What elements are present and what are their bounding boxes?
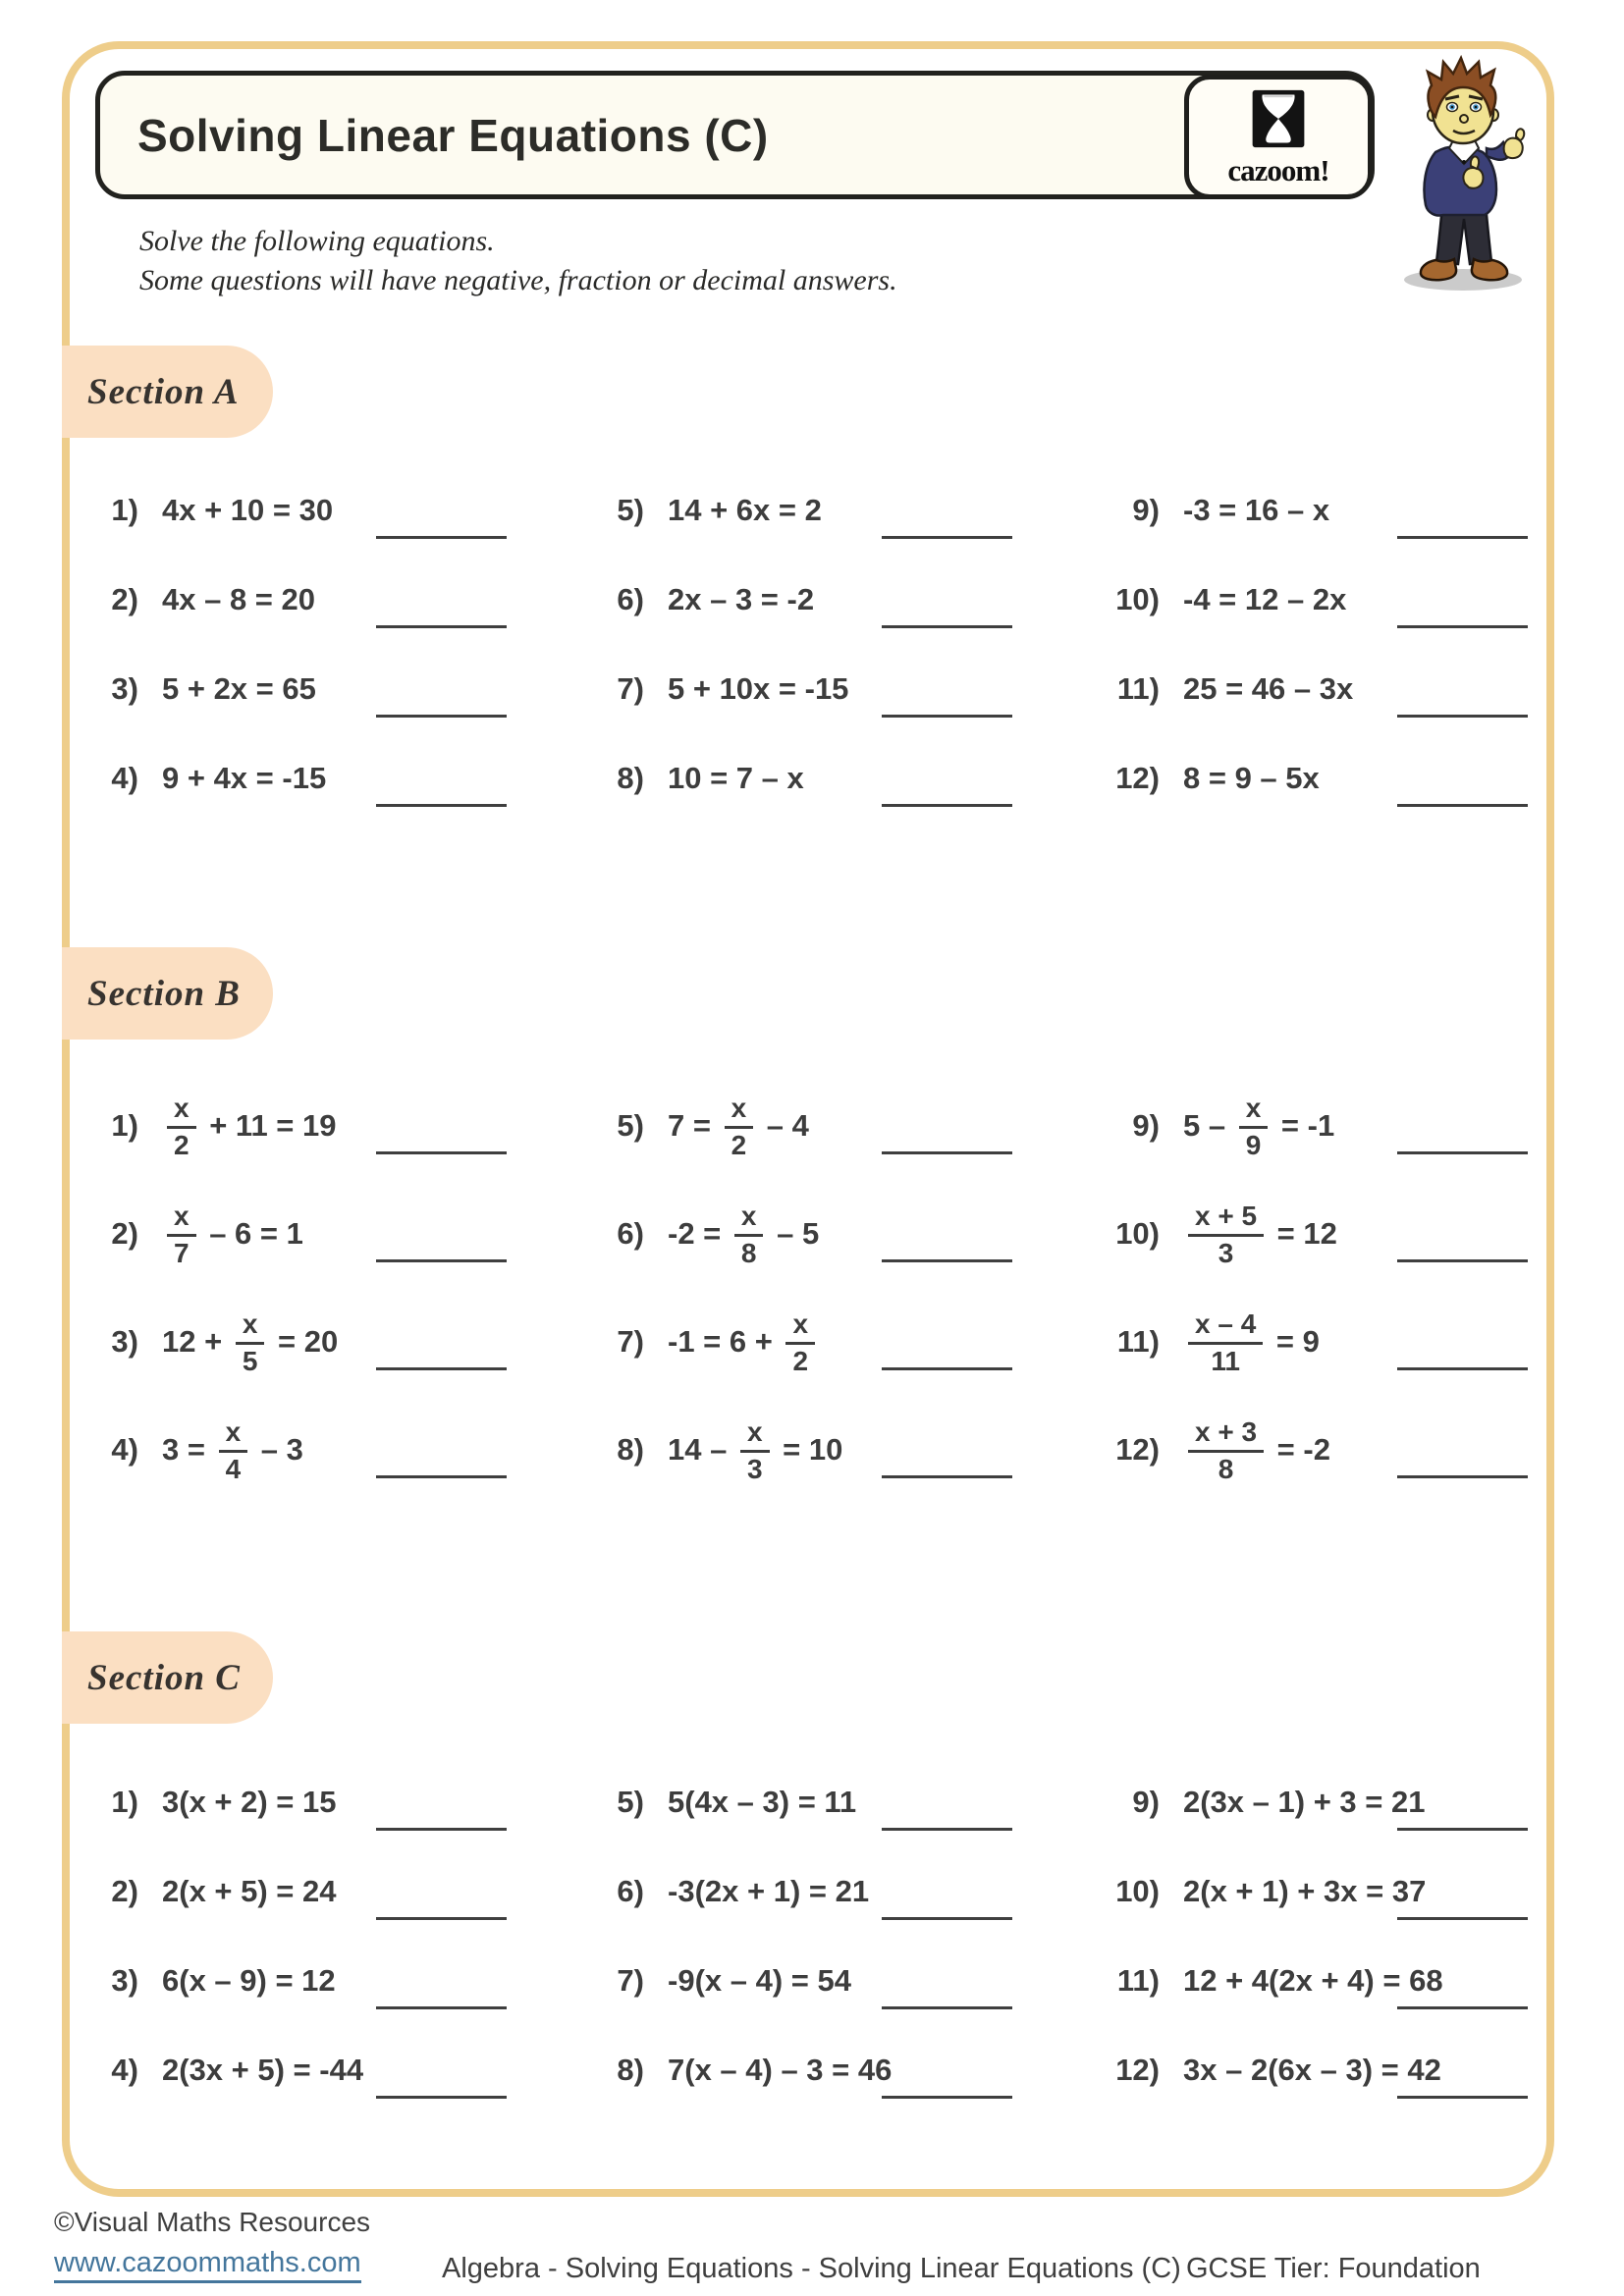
equation: $\frac{x}{2}$ + 11 = 19 <box>162 1093 337 1159</box>
question-item <box>93 644 599 733</box>
question-item <box>1114 2025 1565 2114</box>
answer-line <box>882 2006 1012 2009</box>
cazoom-logo <box>1184 75 1373 199</box>
question-number: 3) <box>111 1962 138 1998</box>
question-number: 12) <box>1115 2052 1160 2087</box>
mascot-boy-illustration <box>1392 54 1540 299</box>
question-number: 3) <box>111 670 138 706</box>
footer-website-link[interactable]: www.cazoommaths.com <box>54 2247 361 2283</box>
fraction: $\frac{x + 5}{3}$ <box>1188 1201 1264 1267</box>
question-item <box>1114 1288 1565 1396</box>
question-item <box>599 733 1114 823</box>
question-number: 10) <box>1115 581 1160 616</box>
question-item <box>93 555 599 644</box>
answer-line <box>882 715 1012 718</box>
question-number: 7) <box>617 670 644 706</box>
equation: $\frac{x - 4}{11}$ = 9 <box>1183 1308 1320 1375</box>
question-item <box>93 1757 599 1846</box>
answer-line <box>376 715 507 718</box>
fraction: $\frac{x}{3}$ <box>740 1416 770 1483</box>
question-number: 8) <box>617 760 644 795</box>
answer-line <box>882 804 1012 807</box>
equation: 2(x + 5) = 24 <box>162 1873 337 1908</box>
answer-line <box>882 2096 1012 2099</box>
question-item <box>1114 1396 1565 1504</box>
question-number: 10) <box>1115 1873 1160 1908</box>
answer-line <box>1397 2096 1528 2099</box>
question-grid <box>0 465 1624 823</box>
question-number: 5) <box>617 1108 644 1143</box>
answer-line <box>376 1917 507 1920</box>
answer-line <box>376 2006 507 2009</box>
instruction-line-2: Some questions will have negative, fraction or decimal answers. <box>139 264 897 296</box>
answer-line <box>376 1259 507 1262</box>
answer-line <box>1397 804 1528 807</box>
question-number: 4) <box>111 1432 138 1467</box>
equation: -1 = 6 + $\frac{x}{2}$ <box>668 1308 820 1375</box>
answer-line <box>882 1259 1012 1262</box>
answer-line <box>376 536 507 539</box>
equation: $\frac{x}{7}$ – 6 = 1 <box>162 1201 303 1267</box>
question-item <box>599 1072 1114 1180</box>
question-number: 7) <box>617 1962 644 1998</box>
fraction: $\frac{x - 4}{11}$ <box>1188 1308 1263 1375</box>
equation: 14 – $\frac{x}{3}$ = 10 <box>668 1416 843 1484</box>
answer-line <box>376 1828 507 1831</box>
equation: $\frac{x + 5}{3}$ = 12 <box>1183 1201 1337 1267</box>
equation: -3(2x + 1) = 21 <box>668 1873 870 1908</box>
question-item <box>1114 555 1565 644</box>
question-number: 8) <box>617 1432 644 1467</box>
question-item <box>93 1846 599 1936</box>
question-item <box>599 1396 1114 1504</box>
fraction: $\frac{x}{5}$ <box>236 1308 265 1375</box>
question-number: 5) <box>617 492 644 527</box>
equation: 7 = $\frac{x}{2}$ – 4 <box>668 1093 809 1160</box>
equation: -4 = 12 – 2x <box>1183 581 1347 616</box>
fraction: $\frac{x}{7}$ <box>167 1201 196 1267</box>
question-grid <box>0 1757 1624 2114</box>
equation: 12 + $\frac{x}{5}$ = 20 <box>162 1308 339 1376</box>
footer-breadcrumb: Algebra - Solving Equations - Solving Linear Equations (C) <box>442 2253 1181 2284</box>
question-item <box>599 1180 1114 1288</box>
question-number: 12) <box>1115 1432 1160 1467</box>
question-number: 12) <box>1115 760 1160 795</box>
question-number: 10) <box>1115 1216 1160 1251</box>
answer-line <box>376 1475 507 1478</box>
logo-wordmark: cazoom! <box>1227 152 1329 187</box>
page-title: Solving Linear Equations (C) <box>137 109 769 161</box>
question-number: 5) <box>617 1784 644 1819</box>
section-label: Section A <box>87 371 240 412</box>
answer-line <box>1397 625 1528 628</box>
section-label: Section B <box>87 973 241 1014</box>
question-item <box>599 465 1114 555</box>
answer-line <box>1397 2006 1528 2009</box>
question-item <box>599 1846 1114 1936</box>
equation: 3 = $\frac{x}{4}$ – 3 <box>162 1416 303 1484</box>
equation: 2(3x – 1) + 3 = 21 <box>1183 1784 1426 1819</box>
question-number: 2) <box>111 581 138 616</box>
question-number: 11) <box>1116 670 1160 706</box>
equation: 3(x + 2) = 15 <box>162 1784 337 1819</box>
equation: 14 + 6x = 2 <box>668 492 822 527</box>
question-item <box>1114 733 1565 823</box>
equation: 4x – 8 = 20 <box>162 581 315 616</box>
question-number: 1) <box>111 492 138 527</box>
section-c-heading <box>62 1631 273 1724</box>
question-item <box>93 465 599 555</box>
equation: 2x – 3 = -2 <box>668 581 815 616</box>
answer-line <box>1397 715 1528 718</box>
question-item <box>93 1072 599 1180</box>
equation: 6(x – 9) = 12 <box>162 1962 336 1998</box>
question-number: 8) <box>617 2052 644 2087</box>
answer-line <box>882 1828 1012 1831</box>
instructions <box>139 222 897 300</box>
answer-line <box>376 804 507 807</box>
question-item <box>93 2025 599 2114</box>
equation: 5 – $\frac{x}{9}$ = -1 <box>1183 1093 1335 1160</box>
equation: 10 = 7 – x <box>668 760 804 795</box>
section-label: Section C <box>87 1657 241 1698</box>
question-item <box>1114 1846 1565 1936</box>
fraction: $\frac{x}{2}$ <box>785 1308 815 1375</box>
question-item <box>599 2025 1114 2114</box>
answer-line <box>882 536 1012 539</box>
fraction: $\frac{x + 3}{8}$ <box>1188 1416 1264 1483</box>
question-number: 9) <box>1132 1108 1160 1143</box>
footer-tier-label: GCSE Tier: Foundation <box>1186 2253 1481 2284</box>
equation: -2 = $\frac{x}{8}$ – 5 <box>668 1201 820 1268</box>
question-item <box>599 1936 1114 2025</box>
answer-line <box>1397 1828 1528 1831</box>
answer-line <box>1397 1151 1528 1154</box>
equation: 5(4x – 3) = 11 <box>668 1784 857 1819</box>
fraction: $\frac{x}{2}$ <box>725 1093 754 1159</box>
equation: 2(3x + 5) = -44 <box>162 2052 364 2087</box>
answer-line <box>882 1475 1012 1478</box>
question-item <box>93 1396 599 1504</box>
equation: 25 = 46 – 3x <box>1183 670 1354 706</box>
question-number: 9) <box>1132 1784 1160 1819</box>
question-item <box>1114 1757 1565 1846</box>
question-item <box>599 555 1114 644</box>
question-item <box>93 733 599 823</box>
question-number: 9) <box>1132 492 1160 527</box>
equation: 5 + 10x = -15 <box>668 670 849 706</box>
equation: 2(x + 1) + 3x = 37 <box>1183 1873 1427 1908</box>
question-item <box>1114 1072 1565 1180</box>
hourglass-icon <box>1251 89 1306 153</box>
question-number: 2) <box>111 1216 138 1251</box>
question-item <box>599 644 1114 733</box>
equation: 8 = 9 – 5x <box>1183 760 1320 795</box>
question-number: 7) <box>617 1324 644 1359</box>
question-number: 1) <box>111 1108 138 1143</box>
question-number: 4) <box>111 2052 138 2087</box>
section-a-heading <box>62 346 273 438</box>
section-b-heading <box>62 947 273 1040</box>
equation: -9(x – 4) = 54 <box>668 1962 851 1998</box>
fraction: $\frac{x}{8}$ <box>734 1201 764 1267</box>
fraction: $\frac{x}{2}$ <box>167 1093 196 1159</box>
fraction: $\frac{x}{4}$ <box>219 1416 248 1483</box>
question-number: 2) <box>111 1873 138 1908</box>
equation: $\frac{x + 3}{8}$ = -2 <box>1183 1416 1330 1483</box>
answer-line <box>1397 1367 1528 1370</box>
question-item <box>93 1180 599 1288</box>
question-number: 6) <box>617 1216 644 1251</box>
question-item <box>1114 465 1565 555</box>
answer-line <box>1397 536 1528 539</box>
question-number: 1) <box>111 1784 138 1819</box>
question-number: 11) <box>1116 1324 1160 1359</box>
equation: 5 + 2x = 65 <box>162 670 316 706</box>
question-item <box>1114 1180 1565 1288</box>
answer-line <box>1397 1917 1528 1920</box>
question-item <box>93 1936 599 2025</box>
equation: 3x – 2(6x – 3) = 42 <box>1183 2052 1441 2087</box>
answer-line <box>376 1367 507 1370</box>
footer-copyright: ©Visual Maths Resources <box>54 2207 371 2237</box>
answer-line <box>882 1917 1012 1920</box>
answer-line <box>376 625 507 628</box>
answer-line <box>376 2096 507 2099</box>
question-grid <box>0 1072 1624 1504</box>
question-number: 6) <box>617 1873 644 1908</box>
equation: 7(x – 4) – 3 = 46 <box>668 2052 893 2087</box>
question-number: 4) <box>111 760 138 795</box>
question-item <box>1114 1936 1565 2025</box>
fraction: $\frac{x}{9}$ <box>1239 1093 1269 1159</box>
answer-line <box>882 625 1012 628</box>
answer-line <box>882 1367 1012 1370</box>
equation: -3 = 16 – x <box>1183 492 1330 527</box>
question-number: 11) <box>1116 1962 1160 1998</box>
equation: 9 + 4x = -15 <box>162 760 327 795</box>
answer-line <box>376 1151 507 1154</box>
question-number: 6) <box>617 581 644 616</box>
question-number: 3) <box>111 1324 138 1359</box>
question-item <box>93 1288 599 1396</box>
answer-line <box>1397 1475 1528 1478</box>
answer-line <box>882 1151 1012 1154</box>
equation: 12 + 4(2x + 4) = 68 <box>1183 1962 1443 1998</box>
question-item <box>599 1288 1114 1396</box>
answer-line <box>1397 1259 1528 1262</box>
question-item <box>1114 644 1565 733</box>
equation: 4x + 10 = 30 <box>162 492 334 527</box>
instruction-line-1: Solve the following equations. <box>139 225 495 257</box>
question-item <box>599 1757 1114 1846</box>
title-box <box>95 71 1375 199</box>
